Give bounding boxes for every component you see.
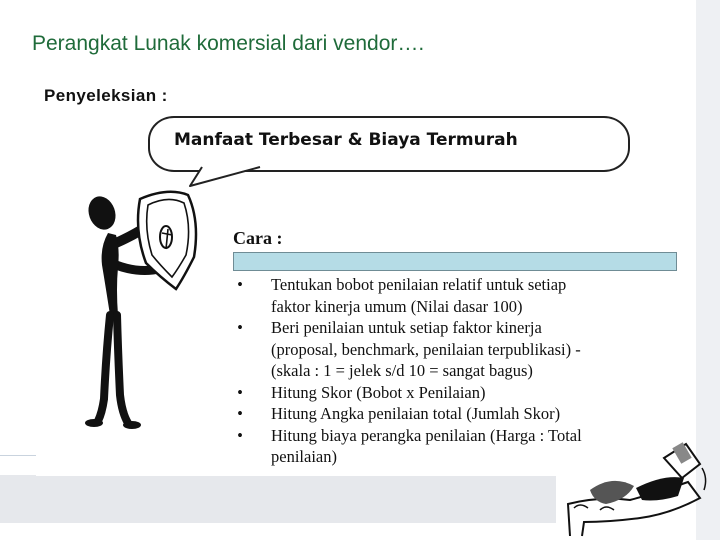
step-line: (proposal, benchmark, penilaian terpublikasi) - [271,339,581,359]
step-line: Beri penilaian untuk setiap faktor kinerja [271,318,542,337]
cara-heading: Cara : [233,228,283,248]
list-item [233,403,688,425]
bullet-icon: • [237,404,243,423]
step-line: Hitung Angka penilaian total (Jumlah Skor) [271,404,561,423]
step-line: Tentukan bobot penilaian relatif untuk setiap [271,275,567,294]
step-line: faktor kinerja umum (Nilai dasar 100) [271,296,523,316]
step-line: (skala : 1 = jelek s/d 10 = sangat bagus) [271,361,533,380]
bullet-icon: • [237,275,243,294]
person-holding-sign-icon [76,185,216,435]
speech-bubble [148,116,630,172]
slide-title: Perangkat Lunak komersial dari vendor…. [32,32,425,55]
list-item [233,317,688,382]
bubble-text: Manfaat Terbesar & Biaya Termurah [174,130,518,150]
decorative-clipart-icon [560,438,716,538]
step-line: Hitung Skor (Bobot x Penilaian) [271,382,486,402]
step-line: penilaian) [271,447,337,466]
list-item [233,382,688,404]
footer-divider [0,455,38,456]
selection-figure [36,80,696,476]
step-line: Hitung biaya perangka penilaian (Harga : Total [271,425,582,445]
bullet-icon: • [237,318,243,337]
list-item [233,274,688,317]
cara-highlight-bar [233,252,677,271]
bullet-icon: • [237,382,243,402]
section-label: Penyeleksian : [44,86,168,105]
bullet-icon: • [237,425,243,445]
footer-band [0,475,556,523]
